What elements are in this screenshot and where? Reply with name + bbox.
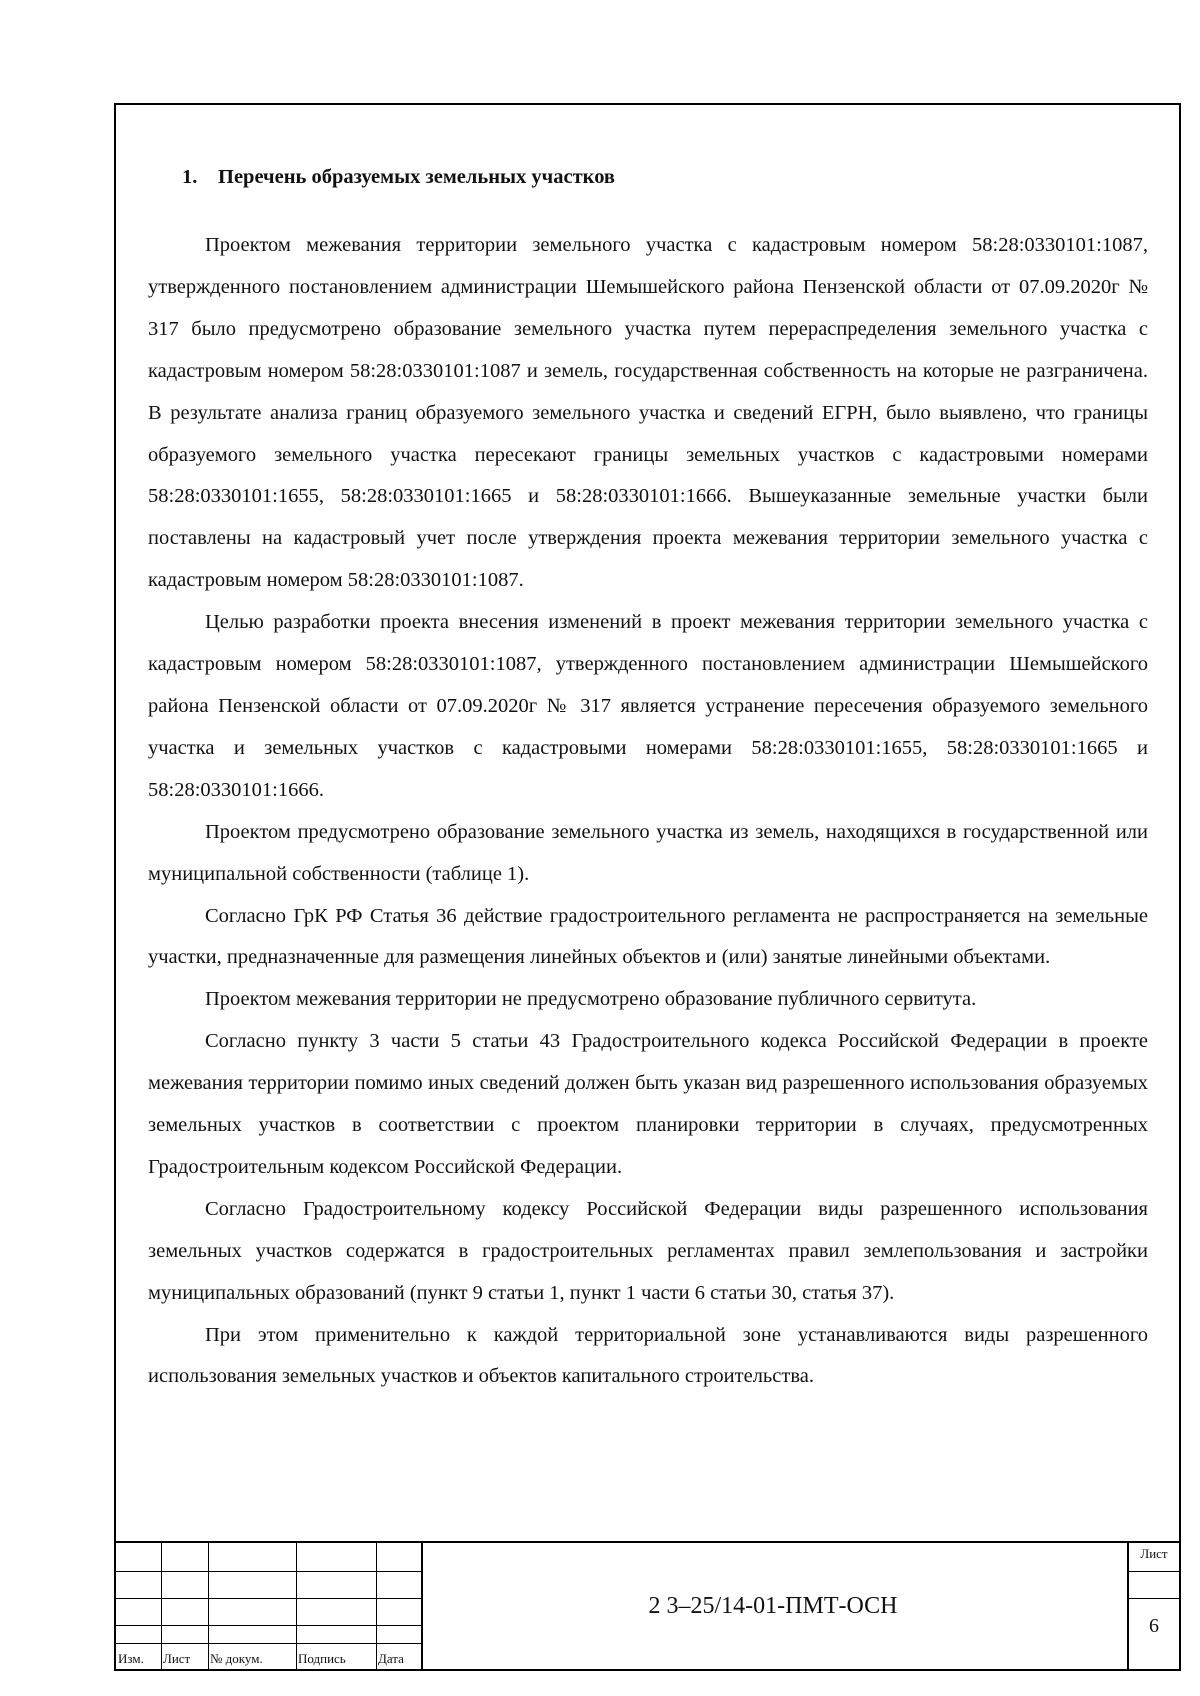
section-title: Перечень образуемых земельных участков xyxy=(218,166,616,188)
document-body xyxy=(148,225,1148,1398)
paragraph: Целью разработки проекта внесения изменений в проект межевания территории земельного участка с кадастровым номером 58:28:0330101:1087, утвержденного постановлением администрации Шемышейского района Пензенской области от 07.09.2020г № 317 является устранение пересечения образуемого земельного участка и земельных участков с кадастровыми номерами 58:28:0330101:1655, 58:28:0330101:1665 и 58:28:0330101:1666. xyxy=(148,611,1148,801)
section-heading xyxy=(182,166,615,189)
col-sign-label: Подпись xyxy=(298,1651,346,1666)
section-number: 1. xyxy=(182,166,198,188)
paragraph: Согласно ГрК РФ Статья 36 действие градостроительного регламента не распространяется на земельные участки, предназначенные для размещения линейных объектов и (или) занятые линейными объектами. xyxy=(148,904,1148,969)
title-block xyxy=(116,1541,1179,1669)
paragraph: Проектом межевания территории земельного участка с кадастровым номером 58:28:0330101:1087, утвержденного постановлением администрации Шемышейского района Пензенской области от 07.09.2020г № 317 было предусмотрено образование земельного участка путем перераспределения земельного участка с кадастровым номером 58:28:0330101:1087 и земель, государственная собственность на которые не разграничена. В результате анализа границ образуемого земельного участка и сведений ЕГРН, было выявлено, что границы образуемого земельного участка пересекают границы земельных участков с кадастровыми номерами 58:28:0330101:1655, 58:28:0330101:1665 и 58:28:0330101:1666. Вышеуказанные земельные участки были поставлены на кадастровый учет после утверждения проекта межевания территории земельного участка с кадастровым номером 58:28:0330101:1087. xyxy=(148,234,1148,592)
paragraph: Согласно Градостроительному кодексу Российской Федерации виды разрешенного использования земельных участков содержатся в градостроительных регламентах правил землепользования и застройки муниципальных образований (пункт 9 статьи 1, пункт 1 части 6 статьи 30, статья 37). xyxy=(148,1197,1148,1304)
col-doc-label: № докум. xyxy=(210,1651,263,1666)
paragraph: При этом применительно к каждой территориальной зоне устанавливаются виды разрешенного использования земельных участков и объектов капитального строительства. xyxy=(148,1323,1148,1388)
sheet-label: Лист xyxy=(1140,1546,1168,1561)
paragraph: Проектом предусмотрено образование земельного участка из земель, находящихся в государственной или муниципальной собственности (таблице 1). xyxy=(148,820,1148,885)
sheet-box xyxy=(1127,1543,1179,1669)
revision-table xyxy=(116,1543,423,1669)
col-list-label: Лист xyxy=(163,1651,191,1666)
paragraph: Согласно пункту 3 части 5 статьи 43 Градостроительного кодекса Российской Федерации в проекте межевания территории помимо иных сведений должен быть указан вид разрешенного использования образуемых земельных участков в соответствии с проектом планировки территории в случаях, предусмотренных Градостроительным кодексом Российской Федерации. xyxy=(148,1030,1148,1178)
col-date-label: Дата xyxy=(378,1651,404,1666)
sheet-number: 6 xyxy=(1149,1615,1159,1637)
paragraph: Проектом межевания территории не предусмотрено образование публичного сервитута. xyxy=(205,988,977,1011)
page-frame xyxy=(114,103,1181,1671)
col-izm-label: Изм. xyxy=(118,1651,144,1666)
document-code: 2 3–25/14-01-ПМТ-ОСН xyxy=(648,1592,898,1619)
